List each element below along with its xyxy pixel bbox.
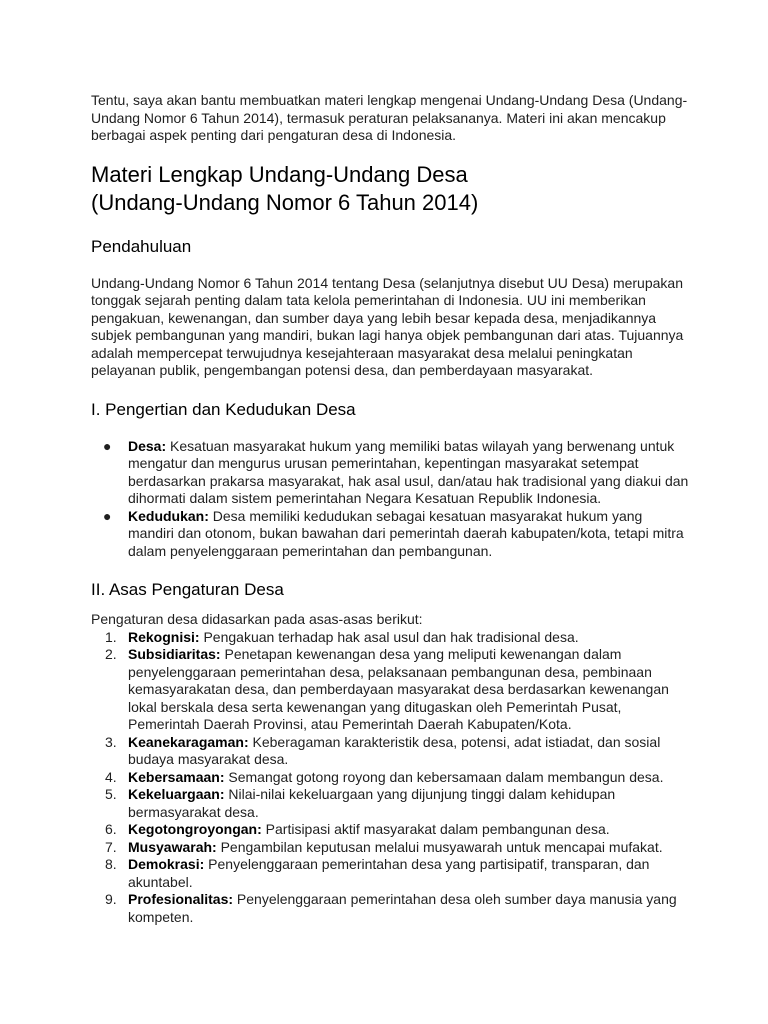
list-item-text: Penyelenggaraan pemerintahan desa oleh sumber daya manusia yang kompeten. [128, 891, 677, 925]
list-number: 9. [105, 891, 117, 907]
section-2-lead: Pengaturan desa didasarkan pada asas-asas berikut: [91, 611, 423, 627]
list-item-text: Semangat gotong royong dan kebersamaan dalam membangun desa. [224, 768, 664, 785]
list-item-term: Kegotongroyongan: [128, 821, 262, 837]
list-item-term: Desa: [128, 437, 167, 454]
list-number: 3. [105, 733, 117, 750]
list-number: 5. [105, 786, 117, 802]
list-number: 8. [105, 856, 117, 872]
title-line-2: (Undang-Undang Nomor 6 Tahun 2014) [91, 189, 479, 215]
list-item-text: Kesatuan masyarakat hukum yang memiliki batas wilayah yang berwenang untuk mengatur dan mengurus urusan pemerintahan, kepentingan masyarakat setempat berdasarkan prakarsa masyarakat, hak asal usul, dan/atau hak tradisional yang diakui dan dihormati dalam sistem pemerintahan Negara Kesatuan Republik Indonesia. [128, 437, 689, 506]
list-number: 6. [105, 821, 117, 837]
list-item-term: Subsidiaritas: [128, 646, 221, 662]
list-number: 4. [105, 768, 117, 785]
title-line-1: Materi Lengkap Undang-Undang Desa [91, 161, 468, 187]
list-item [91, 646, 691, 734]
list-item [91, 821, 691, 839]
heading-pendahuluan: Pendahuluan [91, 236, 192, 256]
list-item-term: Kekeluargaan: [128, 786, 225, 802]
list-item-term: Keanekaragaman: [128, 733, 249, 750]
heading-section-1: I. Pengertian dan Kedudukan Desa [91, 399, 356, 419]
list-item-text: Pengakuan terhadap hak asal usul dan hak tradisional desa. [199, 628, 579, 645]
page-title [91, 161, 691, 217]
list-item-text: Keberagaman karakteristik desa, potensi, adat istiadat, dan sosial budaya masyarakat desa. [128, 733, 661, 767]
list-item-text: Pengambilan keputusan melalui musyawarah untuk mencapai mufakat. [216, 838, 663, 855]
list-item [91, 734, 691, 769]
list-item-text: Partisipasi aktif masyarakat dalam pembangunan desa. [261, 821, 610, 837]
list-item [91, 769, 691, 787]
pendahuluan-paragraph: Undang-Undang Nomor 6 Tahun 2014 tentang Desa (selanjutnya disebut UU Desa) merupakan tonggak sejarah penting dalam tata kelola pemerintahan di Indonesia. UU ini memberikan pengakuan, kewenangan, dan sumber daya yang lebih besar kepada desa, menjadikannya subjek pembangunan yang mandiri, bukan lagi hanya objek pembangunan dari atas. Tujuannya adalah mempercepat terwujudnya kesejahteraan masyarakat desa melalui peningkatan pelayanan publik, pengembangan potensi desa, dan pemberdayaan masyarakat. [91, 274, 684, 378]
list-item-text: Penyelenggaraan pemerintahan desa yang partisipatif, transparan, dan akuntabel. [128, 856, 650, 890]
intro-paragraph: Tentu, saya akan bantu membuatkan materi lengkap mengenai Undang-Undang Desa (Undang-Undang Nomor 6 Tahun 2014), termasuk peraturan pelaksananya. Materi ini akan mencakup berbagai aspek penting dari pengaturan desa di Indonesia. [91, 92, 688, 143]
list-item-text: Desa memiliki kedudukan sebagai kesatuan masyarakat hukum yang mandiri dan otonom, bukan bawahan dari pemerintah daerah kabupaten/kota, tetapi mitra dalam penyelenggaraan pemerintahan dan pembangunan. [128, 507, 684, 559]
list-item-term: Musyawarah: [128, 838, 217, 855]
section-1-bullet-list [91, 438, 691, 561]
heading-section-2: II. Asas Pengaturan Desa [91, 580, 284, 599]
section-2-numbered-list [91, 629, 691, 927]
list-item [91, 839, 691, 857]
list-number: 2. [105, 646, 117, 662]
list-item-term: Kebersamaan: [128, 768, 225, 785]
list-item [91, 629, 691, 647]
list-item-term: Kedudukan: [128, 507, 209, 524]
list-number: 1. [105, 628, 117, 645]
list-item [91, 438, 691, 508]
list-item [91, 786, 691, 821]
bullet-marker: ● [103, 507, 112, 524]
bullet-marker: ● [103, 437, 112, 454]
list-item [91, 508, 691, 561]
list-item-term: Demokrasi: [128, 856, 205, 872]
list-item-term: Rekognisi: [128, 628, 200, 645]
list-item-text: Penetapan kewenangan desa yang meliputi kewenangan dalam penyelenggaraan pemerintahan desa, pelaksanaan pembangunan desa, pembinaan kemasyarakatan desa, dan pemberdayaan masyarakat desa berdasarkan kewenangan lokal berskala desa serta kewenangan yang ditugaskan oleh Pemerintah Pusat, Pemerintah Daerah Provinsi, atau Pemerintah Daerah Kabupaten/Kota. [128, 646, 669, 732]
list-item-text: Nilai-nilai kekeluargaan yang dijunjung tinggi dalam kehidupan bermasyarakat desa. [128, 786, 616, 820]
list-item-term: Profesionalitas: [128, 891, 234, 907]
document-content [91, 92, 691, 926]
list-item [91, 856, 691, 891]
list-number: 7. [105, 838, 117, 855]
list-item [91, 891, 691, 926]
